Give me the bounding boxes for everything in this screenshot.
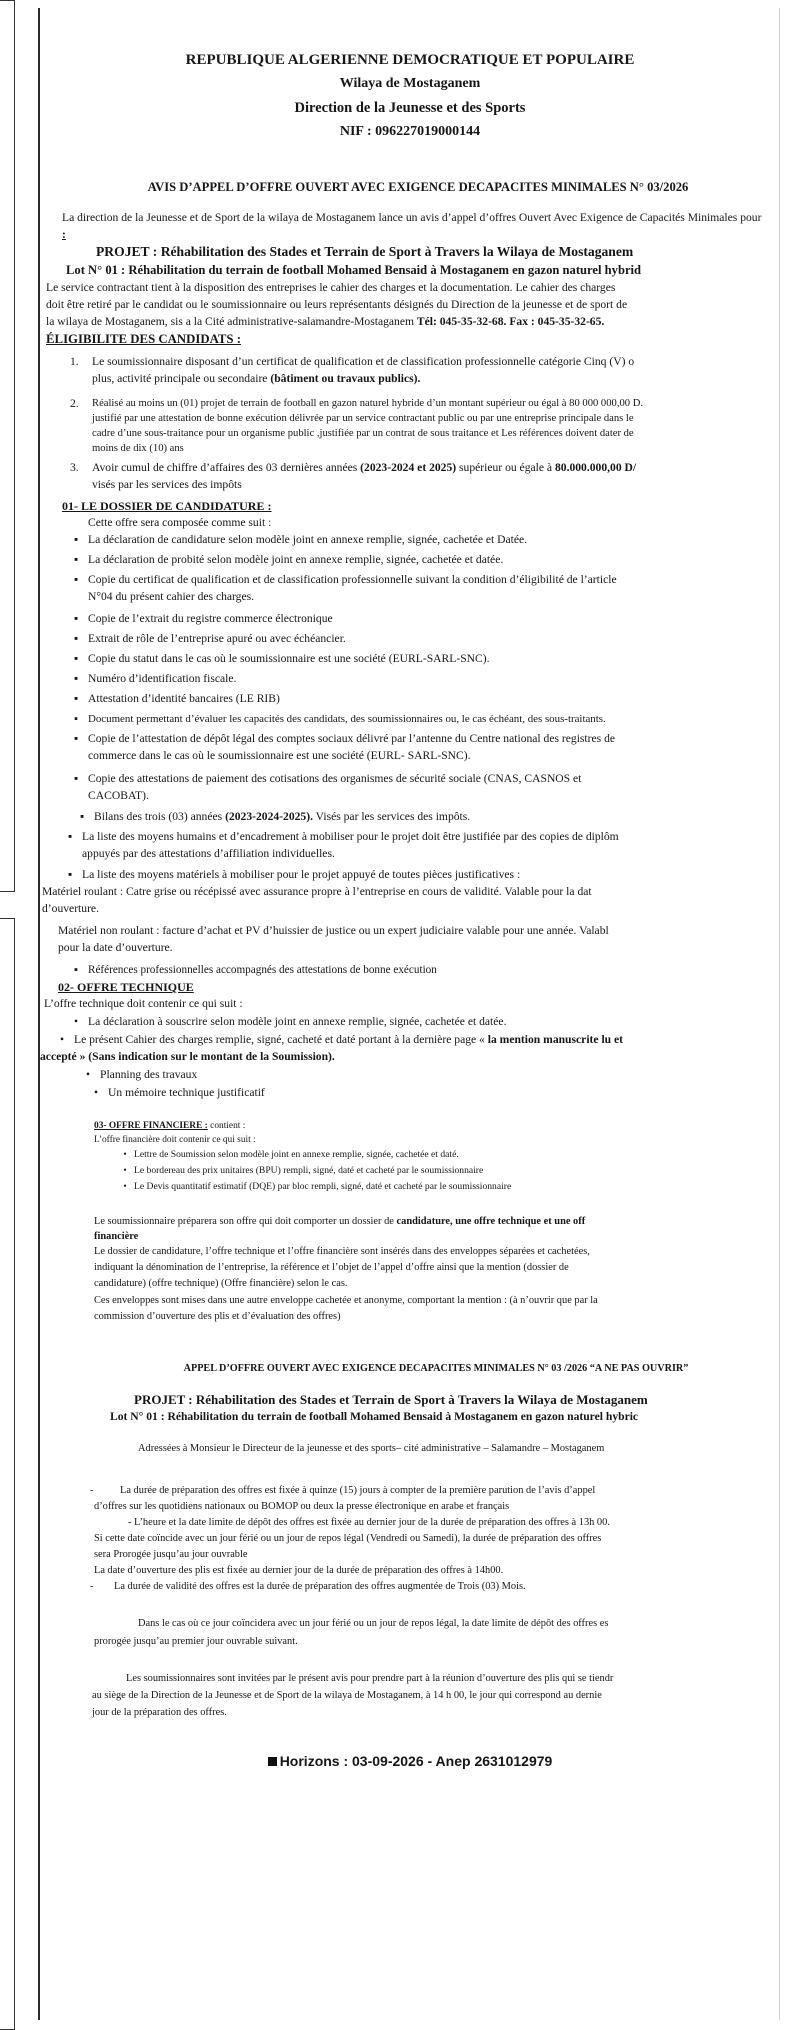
delais-item-1-line-2: d’offres sur les quotidiens nationaux ou BOMOP ou deux la presse électronique en arabe et français <box>94 1501 510 1512</box>
eligibility-item-2-line-4: moins de dix (10) ans <box>92 443 184 454</box>
dossier-item-text: La liste des moyens humains et d’encadrement à mobiliser pour le projet doit être justifiée par des copies de diplôm <box>82 830 619 843</box>
bullet-icon: ▪ <box>67 830 73 843</box>
dash-icon: - <box>90 1581 94 1592</box>
technique-item-text: Un mémoire technique justificatif <box>108 1086 265 1099</box>
cahier-line-1: Le service contractant tient à la disposition des entreprises le cahier des charges et la documentation. Le cahier des charges <box>46 281 616 294</box>
bullet-icon: • <box>123 1165 127 1176</box>
dossier-item <box>64 572 617 589</box>
dossier-item <box>64 731 615 748</box>
financiere-item <box>116 1180 511 1195</box>
dossier-item <box>64 671 236 688</box>
dossier-item-text: Copie des attestations de paiement des cotisations des organismes de sécurité sociale (CNAS, CASNOS et <box>88 772 582 785</box>
enveloppes-para-2-line-2: indiquant la dénomination de l’entreprise, la référence et l’objet de l’appel d’offre ainsi que la mention (dossier de <box>94 1262 569 1273</box>
dossier-item-text: Copie du statut dans le cas où le soumissionnaire est une société (EURL-SARL-SNC). <box>88 652 490 665</box>
cahier-tel-fax: Tél: 045-35-32-68. Fax : 045-35-32-65. <box>416 315 605 328</box>
eligibility-item-number: 2. <box>70 397 79 410</box>
dossier-item-text: Copie de l’attestation de dépôt légal des comptes sociaux délivré par l’antenne du Centre national des registres de <box>88 732 616 745</box>
dossier-item-text: Numéro d’identification fiscale. <box>88 672 237 685</box>
eligibility-item-2-line-2: justifié par une attestation de bonne exécution délivrée par un service contractant public ou par une entreprise principale dans le <box>92 413 634 424</box>
enveloppes-para-1-text: Le soumissionnaire préparera son offre qui doit comporter un dossier de <box>94 1216 394 1227</box>
header-republic: REPUBLIQUE ALGERIENNE DEMOCRATIQUE ET POPULAIRE <box>185 52 635 68</box>
enveloppes-para-1-bold: candidature, une offre technique et une off <box>396 1216 586 1227</box>
technique-item <box>84 1085 265 1102</box>
envelope-label-projet: PROJET : Réhabilitation des Stades et Terrain de Sport à Travers la Wilaya de Mostaganem <box>134 1392 648 1407</box>
cahier-address: la wilaya de Mostaganem, sis a la Cité administrative-salamandre-Mostaganem <box>46 315 414 328</box>
notice-intro <box>62 210 762 243</box>
technique-item <box>64 1014 506 1031</box>
technique-mention-bold: la mention manuscrite lu et <box>487 1033 624 1046</box>
header-nif: NIF : 096227019000144 <box>339 124 481 139</box>
neighbor-column-border-top <box>0 0 15 892</box>
materiel-non-roulant-line-1: Matériel non roulant : facture d’achat et PV d’huissier de justice ou un expert judiciaire valable pour une année. Valabl <box>58 924 609 937</box>
eligibility-item-3-text: Avoir cumul de chiffre d’affaires des 03 dernières années <box>92 461 358 474</box>
cahier-line-3 <box>46 314 604 331</box>
technique-intro: L’offre technique doit contenir ce qui suit : <box>44 997 243 1010</box>
dossier-item <box>64 611 333 628</box>
eligibility-item-2-line-1: Réalisé au moins un (01) projet de terrain de football en gazon naturel hybride d’un montant supérieur ou égal à 80 000 000,00 D. <box>92 398 644 409</box>
eligibility-title: ÉLIGIBILITE DES CANDIDATS : <box>46 332 241 346</box>
bullet-icon: • <box>85 1068 91 1081</box>
bullet-icon: • <box>59 1033 65 1046</box>
financiere-item <box>116 1164 483 1179</box>
notice-lot: Lot N° 01 : Réhabilitation du terrain de football Mohamed Bensaid à Mostaganem en gazon naturel hybrid <box>66 263 642 277</box>
bullet-icon: ▪ <box>74 964 78 976</box>
notice-projet: PROJET : Réhabilitation des Stades et Terrain de Sport à Travers la Wilaya de Mostaganem <box>96 244 634 259</box>
cahier-line-2: doit être retiré par le candidat ou le soumissionnaire ou leurs représentants désignés du Direction de la jeunesse et de sport de <box>46 298 628 311</box>
dossier-item <box>64 711 606 728</box>
envelope-label-lot: Lot N° 01 : Réhabilitation du terrain de football Mohamed Bensaid à Mostaganem en gazon naturel hybric <box>110 1410 639 1423</box>
footer-publication <box>40 1753 780 1769</box>
bullet-icon: ▪ <box>73 672 79 685</box>
delais-item-6-line-2: prorogée jusqu’au premier jour ouvrable suivant. <box>94 1636 298 1647</box>
financiere-title: 03- OFFRE FINANCIERE : <box>94 1121 208 1131</box>
eligibility-item-1 <box>70 354 780 387</box>
eligibility-item-3 <box>70 460 780 493</box>
financiere-item <box>116 1148 459 1163</box>
dash-icon: - <box>90 1485 94 1496</box>
bullet-icon: • <box>123 1149 127 1160</box>
footer-text: Horizons : 03-09-2026 - Anep 2631012979 <box>279 1753 553 1769</box>
delais-item-4: La date d’ouverture des plis est fixée au dernier jour de la durée de préparation des offres à 14h00. <box>94 1565 504 1576</box>
bullet-icon: ▪ <box>74 713 78 725</box>
delais-item-5-text: La durée de validité des offres est la durée de préparation des offres augmentée de Trois (03) Mois. <box>114 1581 526 1592</box>
envelope-label-adresse: Adressées à Monsieur le Directeur de la jeunesse et des sports– cité administrative – Salamandre – Mostaganem <box>138 1443 605 1454</box>
bullet-icon: ▪ <box>73 553 79 566</box>
dossier-item-text: La déclaration de probité selon modèle joint en annexe remplie, signée, cachetée et datée. <box>88 553 504 566</box>
technique-item <box>76 1067 197 1084</box>
dossier-item <box>64 691 280 708</box>
dossier-item-text: Copie du certificat de qualification et de classification professionnelle suivant la condition d’éligibilité de l’article <box>88 573 617 586</box>
eligibility-item-1-text: plus, activité principale ou secondaire <box>92 371 268 385</box>
dossier-item-text: Attestation d’identité bancaires (LE RIB) <box>88 692 280 705</box>
enveloppes-para-2-line-1: Le dossier de candidature, l’offre technique et l’offre financière sont insérés dans des enveloppes séparées et cachetées, <box>94 1246 590 1257</box>
dossier-item-years: (2023-2024-2025). <box>225 810 313 823</box>
financiere-item-text: Lettre de Soumission selon modèle joint en annexe remplie, signée, cachetée et daté. <box>134 1149 459 1160</box>
dossier-item-text: Document permettant d’évaluer les capacités des candidats, des soumissionnaires ou, le cas échéant, des sous-traitants. <box>88 713 606 725</box>
dossier-item-text: Copie de l’extrait du registre commerce électronique <box>88 612 333 625</box>
bullet-icon: ▪ <box>73 772 79 785</box>
technique-item-text: Le présent Cahier des charges remplie, signé, cacheté et daté portant à la dernière page « <box>74 1033 485 1046</box>
bullet-icon: ▪ <box>73 632 79 645</box>
bullet-icon: ▪ <box>73 573 79 586</box>
financiere-title-after: contient : <box>210 1121 246 1131</box>
dossier-item <box>70 809 470 826</box>
delais-item-7-line-2: au siège de la Direction de la Jeunesse et de Sport de la wilaya de Mostaganem, à 14 h 00, le jour qui correspond au dernie <box>92 1690 602 1701</box>
bullet-icon: ▪ <box>73 692 79 705</box>
dossier-item <box>64 651 490 668</box>
header-wilaya: Wilaya de Mostaganem <box>339 76 481 91</box>
dossier-item-text: La liste des moyens matériels à mobiliser pour le projet appuyé de toutes pièces justificatives : <box>82 868 521 881</box>
delais-item-3-line-1: Si cette date coïncide avec un jour férié ou un jour de repos légal (Vendredi ou Samedi), la durée de préparation des offres <box>94 1533 602 1544</box>
notice-intro-text: La direction de la Jeunesse et de Sport de la wilaya de Mostaganem lance un avis d’appel d’offres Ouvert Avec Exigence de Capacités Minimales pour <box>62 211 762 224</box>
dossier-item <box>64 532 527 549</box>
financiere-title-line <box>94 1119 245 1134</box>
eligibility-item-2-line-3: cadre d’une sous-traitance pour un organisme public ,justifiée par un contrat de sous traitance et Les références doivent dater de <box>92 428 634 439</box>
technique-item-text: La déclaration à souscrire selon modèle joint en annexe remplie, signée, cachetée et datée. <box>88 1015 507 1028</box>
notice-frame <box>38 8 780 2020</box>
dossier-title: 01- LE DOSSIER DE CANDIDATURE : <box>62 499 272 513</box>
dossier-item <box>64 631 346 648</box>
delais-item-1-text: La durée de préparation des offres est fixée à quinze (15) jours à compter de la première parution de l’avis d’appel <box>120 1485 596 1496</box>
eligibility-item-3-line-1 <box>92 460 780 477</box>
eligibility-item-number: 1. <box>70 355 79 368</box>
delais-item-2: - L’heure et la date limite de dépôt des offres est fixée au dernier jour de la durée de préparation des offres à 13h 00. <box>128 1517 610 1528</box>
eligibility-item-1-bold: (bâtiment ou travaux publics). <box>270 371 421 385</box>
delais-item-3-line-2: sera Prorogée jusqu’au jour ouvrable <box>94 1549 248 1560</box>
bullet-icon: ▪ <box>79 810 85 823</box>
enveloppes-para-1-end: financière <box>94 1231 139 1242</box>
technique-item <box>50 1032 623 1049</box>
bullet-icon: ▪ <box>73 732 79 745</box>
delais-item-7-line-1: Les soumissionnaires sont invitées par le présent avis pour prendre part à la réunion d’ouverture des plis qui se tiendr <box>126 1673 614 1684</box>
delais-item-1-line-1 <box>90 1483 595 1498</box>
financiere-intro: L’offre financière doit contenir ce qui suit : <box>94 1135 256 1145</box>
eligibility-item-3-years: (2023-2024 et 2025) <box>360 461 457 474</box>
bullet-icon: ▪ <box>73 612 79 625</box>
bullet-icon: • <box>123 1181 127 1192</box>
materiel-roulant-line-2: d’ouverture. <box>42 902 99 915</box>
bullet-icon: ▪ <box>67 868 73 881</box>
header-direction: Direction de la Jeunesse et des Sports <box>294 100 526 116</box>
eligibility-item-3-amount: 80.000.000,00 D/ <box>554 461 637 474</box>
dossier-item-text: La déclaration de candidature selon modèle joint en annexe remplie, signée, cachetée et Datée. <box>88 533 528 546</box>
materiel-non-roulant-line-2: pour la date d’ouverture. <box>58 941 173 954</box>
dossier-item <box>64 552 503 569</box>
enveloppes-para-2-line-3: candidature) (offre technique) (Offre financière) selon le cas. <box>94 1278 348 1289</box>
eligibility-item-1-line-2 <box>92 371 780 388</box>
dossier-item-text: Bilans des trois (03) années <box>94 810 223 823</box>
dossier-intro: Cette offre sera composée comme suit : <box>88 516 272 529</box>
enveloppes-para-3-line-1: Ces enveloppes sont mises dans une autre enveloppe cachetée et anonyme, comportant la mention : (à n’ouvrir que par la <box>94 1295 598 1306</box>
dossier-item <box>58 829 619 846</box>
enveloppes-para-1 <box>94 1214 585 1229</box>
dossier-item-continued: N°04 du présent cahier des charges. <box>88 590 255 603</box>
dossier-item-continued: commerce dans le cas où le soumissionnaire est une société (EURL- SARL-SNC). <box>88 749 471 762</box>
delais-item-5 <box>90 1579 526 1594</box>
technique-item-text: Planning des travaux <box>100 1068 198 1081</box>
delais-item-7-line-3: jour de la préparation des offres. <box>92 1707 227 1718</box>
materiel-roulant-line-1: Matériel roulant : Catre grise ou récépissé avec assurance propre à l’entreprise en cours de validité. Valable pour la dat <box>42 885 592 898</box>
black-square-icon <box>268 1757 277 1766</box>
bullet-icon: • <box>93 1086 99 1099</box>
dossier-item-text-end: Visés par les services des impôts. <box>315 810 471 823</box>
bullet-icon: ▪ <box>73 533 79 546</box>
eligibility-item-3-line-2: visés par les services des impôts <box>92 477 242 491</box>
bullet-icon: ▪ <box>73 652 79 665</box>
technique-title: 02- OFFRE TECHNIQUE <box>58 980 194 994</box>
dossier-item <box>58 867 520 884</box>
dossier-references <box>64 962 437 979</box>
notice-intro-colon: : <box>62 227 66 241</box>
financiere-item-text: Le bordereau des prix unitaires (BPU) rempli, signé, daté et cacheté par le soumissionnaire <box>134 1165 484 1176</box>
enveloppes-para-3-line-2: commission d’ouverture des plis et d’évaluation des offres) <box>94 1311 341 1322</box>
delais-item-6-line-1: Dans le cas où ce jour coïncidera avec un jour férié ou un jour de repos légal, la date limite de dépôt des offres es <box>138 1618 609 1629</box>
dossier-item <box>64 771 581 788</box>
eligibility-item-2 <box>70 396 780 456</box>
envelope-label-title: APPEL D’OFFRE OUVERT AVEC EXIGENCE DECAPACITES MINIMALES N° 03 /2026 “A NE PAS OUVRIR” <box>183 1363 689 1374</box>
notice-title: AVIS D’APPEL D’OFFRE OUVERT AVEC EXIGENCE DECAPACITES MINIMALES N° 03/2026 <box>147 180 689 194</box>
dossier-item-continued: CACOBAT). <box>88 789 149 802</box>
dossier-item-continued: appuyés par des attestations d’affiliation individuelles. <box>82 847 335 860</box>
financiere-item-text: Le Devis quantitatif estimatif (DQE) par bloc rempli, signé, daté et cacheté par le soumissionnaire <box>134 1181 512 1192</box>
eligibility-item-number: 3. <box>70 461 79 474</box>
dossier-item-text: Extrait de rôle de l’entreprise apuré ou avec échéancier. <box>88 632 346 645</box>
eligibility-item-1-line-1: Le soumissionnaire disposant d’un certificat de qualification et de classification professionnelle catégorie Cinq (V) o <box>92 355 635 368</box>
bullet-icon: • <box>73 1015 79 1028</box>
neighbor-column-border-bottom <box>0 918 15 2030</box>
neighbor-column-strip <box>0 0 18 2028</box>
dossier-references-text: Références professionnelles accompagnés des attestations de bonne exécution <box>88 964 437 976</box>
eligibility-item-3-mid: supérieur ou égale à <box>459 461 553 474</box>
technique-item-continued: accepté » (Sans indication sur le montant de la Soumission). <box>40 1050 335 1063</box>
